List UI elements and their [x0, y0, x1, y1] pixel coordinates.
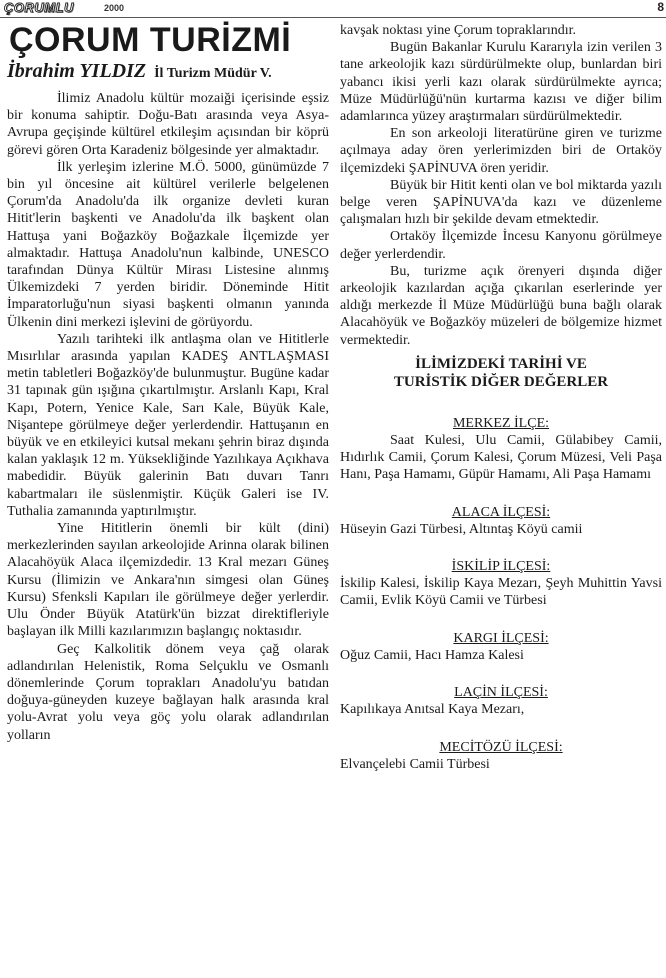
section-heading-line: İLİMİZDEKİ TARİHİ VE: [415, 355, 587, 372]
district-heading-mecitozu: MECİTÖZÜ İLÇESİ:: [439, 739, 563, 755]
paragraph: Büyük bir Hitit kenti olan ve bol miktarda yazılı belge veren ŞAPİNUVA'da kazı ve düzenleme çalışmaları hızlı bir şekilde devam etmektedir.: [340, 177, 662, 228]
paragraph: Ortaköy İlçemizde İncesu Kanyonu görülmeye değer yerlerdendir.: [340, 229, 662, 262]
district-heading-merkez: MERKEZ İLÇE:: [452, 415, 550, 431]
page-number: 8: [657, 0, 664, 14]
paragraph: İlk yerleşim izlerine M.Ö. 5000, günümüzde 7 bin yıl öncesine ait kültürel verilerle belgelenen Çorum'da Anadolu'da ilk organize devleti kuran Hitit'lerin başkenti ve Anadolu'da ilk başkent olan Hattuşa yani Boğazköy Boğazkale İlçemizde yer almaktadır. Hattuşa Anadolu'nun kalbinde, UNESCO tarafından Dünya Kültür Mirası Listesine alınmış Ülkemizdeki 7 yerden biridir. Döneminde Hitit İmparatorluğu'nun siyasi başkenti olmanın yanında Ülkenin dini merkezi işlevini de görüyordu.: [7, 159, 329, 330]
paragraph: Geç Kalkolitik dönem veya çağ olarak adlandırılan Helenistik, Roma Selçuklu ve Osmanlı dönemlerinde Çorum toprakları Anadolu'yu batıdan doğuya-güneyden kuzeye bağlayan halk arasında kral yolu-Avrat yolu veya göç yolu olarak adlandırılan yolların: [7, 641, 329, 743]
district-heading-alaca: ALACA İLÇESİ:: [451, 504, 551, 520]
page-header: [0, 0, 666, 18]
district-places-kargi: Oğuz Camii, Hacı Hamza Kalesi: [340, 647, 524, 663]
left-column: [7, 20, 329, 744]
article-title: ÇORUM TURİZMİ: [9, 21, 292, 59]
district-places-mecitozu: Elvançelebi Camii Türbesi: [340, 756, 490, 772]
author-name: İbrahim YILDIZ: [7, 60, 147, 82]
district-places-merkez: Saat Kulesi, Ulu Camii, Gülabibey Camii, Hıdırlık Camii, Çorum Kalesi, Çorum Müzesi, Veli Paşa Hanı, Paşa Hamamı, Güpür Hamamı, Ali Paşa Hamamı: [340, 433, 662, 483]
paragraph-continuation: kavşak noktası yine Çorum topraklarındır.: [340, 23, 577, 38]
issue-year: 2000: [104, 3, 125, 13]
paragraph: Bu, turizme açık örenyeri dışında diğer arkeolojik kazılardan açığa çıkarılan eserlerinde yer aldığı merkezde İl Müze Müdürlüğü buna bağlı olarak Alacahöyük ve Boğazköy müzeleri de bölgemize hizmet vermektedir.: [340, 263, 662, 348]
district-heading-iskilip: İSKİLİP İLÇESİ:: [451, 559, 551, 575]
district-places-alaca: Hüseyin Gazi Türbesi, Altıntaş Köyü camii: [340, 521, 583, 537]
paragraph: En son arkeoloji literatürüne giren ve turizme açılmaya aday ören yerlerimizden biri de Ortaköy ilçemizdeki ŞAPİNUVA ören yeridir.: [340, 126, 662, 176]
section-heading-line: TURİSTİK DİĞER DEĞERLER: [393, 373, 609, 390]
byline: [7, 60, 329, 85]
district-heading-kargi: KARGI İLÇESİ:: [453, 630, 549, 646]
paragraph: Bugün Bakanlar Kurulu Kararıyla izin verilen 3 tane arkeolojik kazı sürdürülmekte olup, bunlardan biri yabancı ikisi yerli kazı olarak sürdürülmekte ayrıca; Müze Müdürlüğü'nün kurtarma kazısı ve diğer bilim adamlarınca yüzey araştırmaları sürdürülmektedir.: [340, 40, 662, 125]
section-heading: [340, 355, 662, 391]
district-places-lacin: Kapılıkaya Anıtsal Kaya Mezarı,: [340, 702, 525, 718]
right-column: [340, 22, 662, 773]
paragraph: İlimiz Anadolu kültür mozaiği içerisinde eşsiz bir konuma sahiptir. Doğu-Batı arasında veya Asya-Avrupa geçişinde kültürel etkileşim açısından bir köprü görevi gören Orta Karadeniz bölgesinde yer almaktadır.: [7, 91, 329, 158]
author-role: İl Turizm Müdür V.: [154, 66, 272, 81]
paragraph: Yazılı tarihteki ilk antlaşma olan ve Hititlerle Mısırlılar arasında yapılan KADEŞ ANTLAŞMASI metin tabletleri Boğazköy'de bulunmuştur. Bugüne kadar 31 tapınak gün ışığına çıkartılmıştır. Arslanlı Kapı, Kral Kapı, Potern, Yenice Kale, Sarı Kale, Büyük Kale, Nişantepe görülmeye değer yerlerdendir. Hattuşanın en büyük ve en etkileyici kutsal mekanı şehrin biraz dışında kalan yaklaşık 12 m. Yüksekliğinde Yazılıkaya Açıkhava mabedidir. Büyük galerinin Batı duvarı Tanrı kabartmaları ile süslenmiştir. Küçük Galeri ise IV. Tuthalia zamanında yaptırılmıştır.: [7, 331, 329, 519]
district-heading-lacin: LAÇİN İLÇESİ:: [454, 685, 548, 701]
masthead-logo: ÇORUMLU: [4, 0, 74, 15]
paragraph: Yine Hititlerin önemli bir kült (dini) merkezlerinden sayılan arkeolojide Arinna olarak bilinen Alacahöyük Alaca ilçemizdedir. 13 Kral mezarı Güneş Kursu (İlimizin ve Ankara'nın simgesi olan Güneş Kursu) Sfenksli Kapıları ile görülmeye değer yerlerdir. Ulu Önder Büyük Atatürk'ün bizzat direktifleriyle başlayan ilk Milli kazılarımızın başlangıç noktasıdır.: [7, 521, 329, 640]
district-places-iskilip: İskilip Kalesi, İskilip Kaya Mezarı, Şeyh Muhittin Yavsi Camii, Evlik Köyü Camii ve Türbesi: [340, 576, 662, 609]
